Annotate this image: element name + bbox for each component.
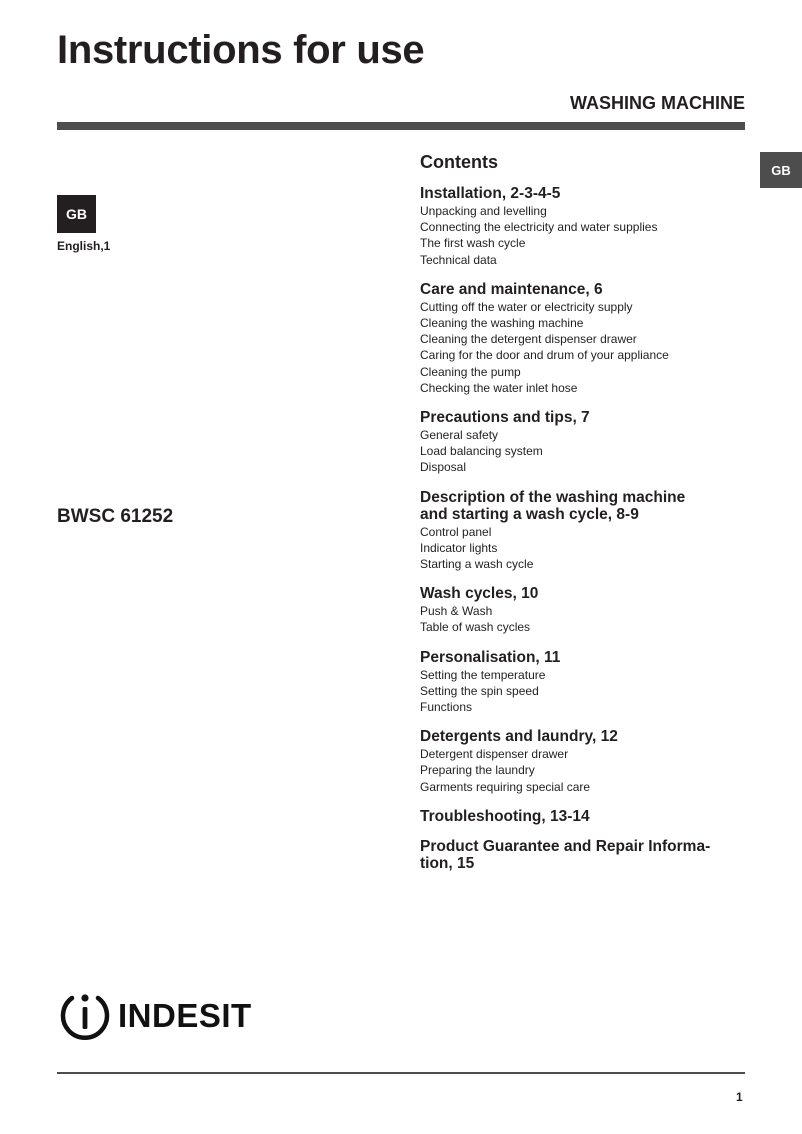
toc-item: Technical data <box>420 252 497 267</box>
toc-section-title: Precautions and tips, 7 <box>420 409 590 427</box>
page-title: Instructions for use <box>57 28 425 72</box>
toc-item: Setting the temperature <box>420 667 546 682</box>
toc-section-guarantee <box>420 839 760 872</box>
brand-logo <box>58 990 252 1042</box>
toc-section-title: Troubleshooting, 13-14 <box>420 807 590 825</box>
toc-section-title: Wash cycles, 10 <box>420 585 539 603</box>
toc-item: Functions <box>420 700 473 715</box>
toc-item: Disposal <box>420 460 467 475</box>
toc-item: Garments requiring special care <box>420 779 591 794</box>
language-badge <box>57 195 96 233</box>
toc-section-detergents <box>420 729 760 795</box>
table-of-contents <box>420 151 760 886</box>
brand-name: INDESIT <box>118 997 252 1034</box>
toc-section-title: Care and maintenance, 6 <box>420 280 603 298</box>
top-divider <box>57 122 745 130</box>
toc-item: Detergent dispenser drawer <box>420 747 569 762</box>
toc-section-title: Installation, 2-3-4-5 <box>420 185 561 202</box>
language-page-reference: English,1 <box>57 239 111 253</box>
toc-item: Table of wash cycles <box>420 620 531 635</box>
toc-section-title: Personalisation, 11 <box>420 648 561 666</box>
toc-section-personalisation <box>420 650 760 716</box>
page-number: 1 <box>736 1090 743 1104</box>
toc-section-title-line1: Description of the washing machine <box>420 488 686 506</box>
toc-section-title-line1: Product Guarantee and Repair Informa- <box>420 837 711 855</box>
language-side-tab-label: GB <box>771 162 791 178</box>
toc-section-care-maintenance <box>420 282 760 396</box>
toc-section-title-line2: and starting a wash cycle, 8-9 <box>420 505 639 523</box>
toc-item: Caring for the door and drum of your appliance <box>420 348 669 363</box>
toc-item: Preparing the laundry <box>420 763 535 778</box>
toc-item: Unpacking and levelling <box>420 204 547 218</box>
toc-item: Cleaning the pump <box>420 364 521 379</box>
toc-section-precautions <box>420 410 760 476</box>
product-type-heading: WASHING MACHINE <box>570 93 745 113</box>
toc-item: Load balancing system <box>420 444 543 459</box>
toc-item: Starting a wash cycle <box>420 557 534 572</box>
toc-item: General safety <box>420 428 499 443</box>
toc-item: Checking the water inlet hose <box>420 380 578 395</box>
toc-item: Cleaning the detergent dispenser drawer <box>420 332 637 347</box>
toc-section-installation <box>420 186 760 268</box>
bottom-divider <box>57 1072 745 1074</box>
toc-section-title: Detergents and laundry, 12 <box>420 728 618 746</box>
toc-section-troubleshooting <box>420 809 760 825</box>
toc-item: The first wash cycle <box>420 236 526 251</box>
toc-item: Cutting off the water or electricity supply <box>420 299 633 314</box>
toc-item: Connecting the electricity and water supplies <box>420 220 658 235</box>
toc-section-title-line2: tion, 15 <box>420 854 475 872</box>
toc-item: Indicator lights <box>420 540 498 555</box>
model-number: BWSC 61252 <box>57 506 174 527</box>
toc-item: Cleaning the washing machine <box>420 316 584 331</box>
contents-heading: Contents <box>420 152 498 172</box>
toc-section-wash-cycles <box>420 586 760 635</box>
toc-item: Push & Wash <box>420 604 493 619</box>
language-side-tab <box>760 152 802 188</box>
language-badge-label: GB <box>66 206 87 222</box>
toc-item: Setting the spin speed <box>420 683 539 698</box>
toc-section-description <box>420 490 760 573</box>
indesit-i-logo-icon <box>58 990 112 1042</box>
toc-item: Control panel <box>420 524 492 539</box>
